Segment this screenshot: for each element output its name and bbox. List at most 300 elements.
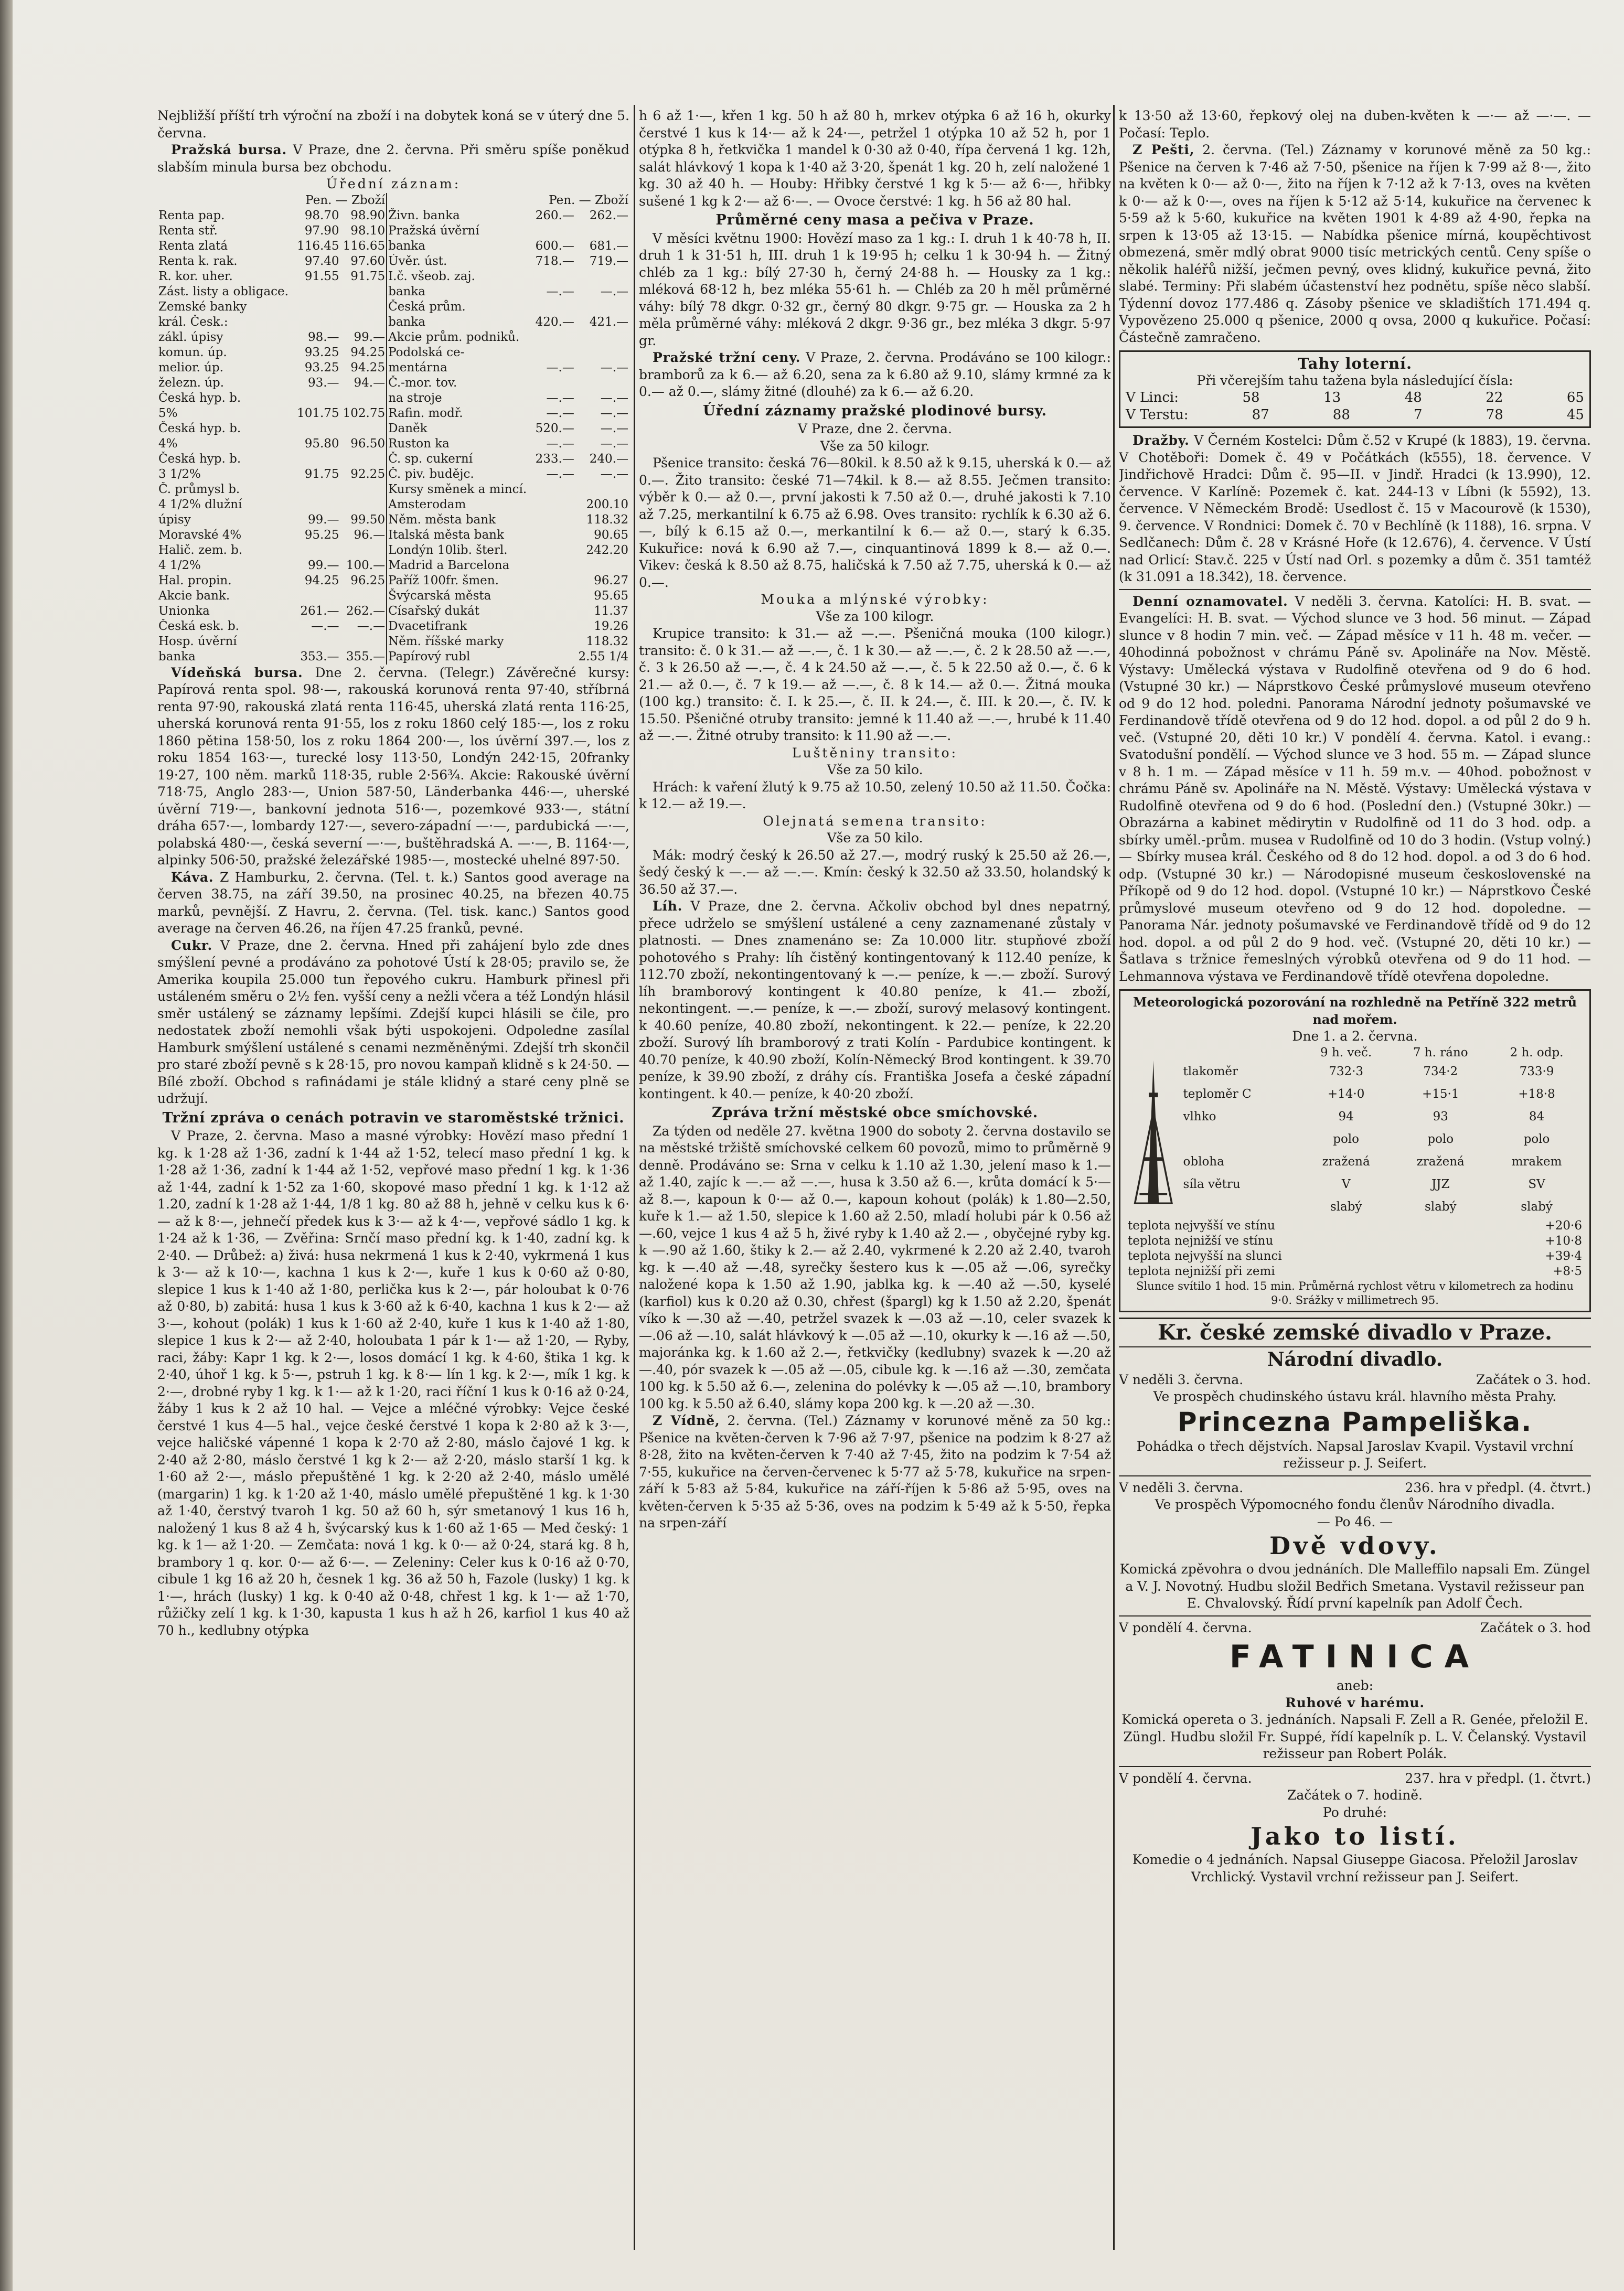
weather-extreme-label: teplota nejnižší při zemi — [1128, 1264, 1275, 1278]
weather-extremes — [1126, 1218, 1584, 1279]
quote-cell — [575, 223, 629, 239]
weather-value: 734·2 — [1423, 1064, 1458, 1078]
quote-cell: 97.60 — [350, 254, 386, 268]
show2-desc: Komická zpěvohra o dvou jednáních. Dle Malleffilo napsali Em. Züngel a V. J. Novotný. Hudbu složil Bedřich Smetana. Vystavil režisseur pan E. Chvalovský. Řídí první kapelník pan Adolf Čech. — [1119, 1561, 1590, 1611]
quote-cell: 91.75 — [304, 467, 339, 481]
quote-cell: 3 1/2% — [158, 467, 201, 481]
quote-cell — [533, 376, 575, 391]
quote-cell — [533, 604, 575, 619]
quote-cell: Podolská ce- — [387, 345, 533, 360]
quote-cell: Papírový rubl — [387, 649, 533, 665]
quote-cell: 94.25 — [304, 573, 339, 587]
quote-cell: zákl. úpisy — [158, 330, 223, 344]
quote-cell: Švýcarská města — [387, 588, 533, 604]
weather-row — [1181, 1106, 1584, 1128]
auctions-text: V Černém Kostelci: Dům č.52 v Krupé (k 1883), 19. června. V Chotěboři: Domek č. 49 v Počátkách (k555), 18. července. V Jindřichově Hradci: Dům č. 95—II. v Jindř. Hradci (k 13.990), 12. července. V Karlíně: Pozemek č. kat. 244-13 v Líbni (k 5592), 13. července. V Německém Brodě: Usedlost č. 15 v Macourově (k 1530), 9. července. V Rondnici: Domek č. 70 v Bechlíně (k 1188), 16. srpna. V Sedlčanech: Dům č. 28 v Krásné Hoře (k 12.676), 4. července. V Ústí nad Orlicí: Stav.č. 225 v Ústí nad Orl. s pozemky a dům č. 351 tamtéž (k 31.091 a 18.342), 18. července. — [1119, 433, 1591, 584]
quote-cell — [294, 452, 340, 467]
quote-row — [157, 436, 629, 452]
quote-row — [157, 208, 629, 223]
show3-time: Začátek o 3. hod — [1480, 1620, 1591, 1635]
quote-cell — [533, 497, 575, 512]
show1-desc: Pohádka o třech dějstvích. Napsal Jaroslav Kvapil. Vystavil vrchní režisseur p. J. Seifert. — [1136, 1438, 1574, 1471]
show4-seq: 237. hra v předpl. (1. čtvrt.) — [1405, 1770, 1591, 1786]
show4-meta — [1119, 1770, 1591, 1787]
weather-value: polo — [1427, 1132, 1454, 1146]
show1-meta — [1119, 1372, 1591, 1389]
quote-cell: 520.— — [535, 421, 574, 435]
quote-row — [157, 239, 629, 254]
weather-row — [1181, 1196, 1584, 1218]
quote-row — [157, 376, 629, 391]
quote-cell: Unionka — [158, 604, 210, 618]
sugar-report — [157, 937, 629, 1108]
produce-continued: h 6 až 1·—, křen 1 kg. 50 h až 80 h, mrkev otýpka 6 až 16 h, okurky čerstvé 1 kus k 14·— až k 24·—, petržel 1 otýpka 10 až 52 h, por 1 otýpka 8 h, řetkvička 1 mandel k 0·30 až 0·40, řípa červená 1 kg. 12h, salát hlávkový 1 kopa k 1·40 až 3·20, špenát 1 kg. 20 h, zelí naložené 1 kg. 30 až 40 h. — Houby: Hřibky čerstvé 1 kg k 5·— až 6·—, hřibky sušené 1 kg k 2·— až 6·—. — Ovoce čerstvé: 1 kg. h 56 až 80 hal. — [639, 108, 1111, 209]
quote-cell: Moravské 4% — [158, 528, 242, 542]
quote-cell — [294, 543, 340, 558]
show4-time: Začátek o 7. hodině. — [1287, 1787, 1423, 1803]
quote-cell: —.— — [600, 436, 628, 451]
weather-value: V — [1341, 1177, 1351, 1191]
quote-cell — [340, 315, 387, 330]
quote-cell: Amsterodam — [387, 497, 533, 512]
quote-cell: 94.25 — [350, 345, 386, 359]
quote-cell: 19.26 — [594, 619, 628, 633]
quote-cell — [533, 543, 575, 558]
quote-cell — [575, 345, 629, 360]
quote-cell: Renta zlatá — [158, 239, 228, 253]
quote-row — [157, 254, 629, 269]
show2-day: V neděli 3. června. — [1119, 1480, 1244, 1495]
quote-row — [157, 558, 629, 573]
quote-row — [157, 391, 629, 406]
lottery-number: 78 — [1486, 406, 1503, 423]
flour-unit: Vše za 100 kilogr. — [816, 608, 934, 624]
weather-row — [1181, 1128, 1584, 1151]
quote-row — [157, 543, 629, 558]
quote-row — [157, 619, 629, 634]
weather-row — [1181, 1083, 1584, 1106]
quote-cell: —.— — [546, 467, 574, 481]
weather-table — [1181, 1045, 1584, 1218]
lottery-heading: Tahy loterní. — [1297, 355, 1413, 372]
quote-row — [157, 573, 629, 588]
weather-value: mrakem — [1511, 1154, 1562, 1169]
quote-cell: Něm. města bank — [387, 512, 533, 528]
quote-cell: 116.45 — [297, 239, 339, 253]
weather-label — [1181, 1196, 1300, 1218]
show1-day: V neděli 3. června. — [1119, 1372, 1244, 1387]
weather-extreme-row — [1126, 1249, 1584, 1264]
weather-value: JJZ — [1431, 1177, 1450, 1191]
weather-label: síla větru — [1183, 1177, 1241, 1191]
lottery-number: 13 — [1323, 390, 1341, 405]
quote-row — [157, 223, 629, 239]
lottery-number: 7 — [1414, 406, 1423, 423]
quote-cell: —.— — [357, 619, 386, 633]
vienna-bourse — [157, 665, 629, 869]
weather-col-header: 7 h. ráno — [1413, 1045, 1468, 1059]
weather-extreme-value: +39·4 — [1545, 1249, 1582, 1263]
weather-footnote: Slunce svítilo 1 hod. 15 min. Průměrná rychlost větru v kilometrech za hodinu 9·0. Srážky v millimetrech 95. — [1136, 1279, 1574, 1307]
quote-cell — [533, 269, 575, 284]
quotes-header-right: Pen. — Zboží — [387, 193, 629, 208]
lottery-intro: Při včerejším tahu tažena byla následující čísla: — [1196, 372, 1513, 388]
quote-cell: 90.65 — [594, 528, 628, 542]
quote-cell: Česká hyp. b. — [158, 421, 241, 435]
pest-report — [1119, 142, 1591, 346]
quote-row — [157, 360, 629, 376]
lottery-number: 58 — [1242, 390, 1260, 405]
divider — [1119, 1475, 1591, 1476]
weather-row — [1181, 1061, 1584, 1083]
weather-value: 94 — [1338, 1109, 1354, 1123]
show3-desc: Komická opereta o 3. jednáních. Napsali F. Zell a R. Genée, přeložil E. Züngl. Hudbu složil Fr. Suppé, řídí kapelník p. L. V. Čelanský. Vystavil režisseur pan Robert Polák. — [1121, 1712, 1588, 1761]
quote-cell: —.— — [546, 360, 574, 374]
quote-cell — [575, 299, 629, 315]
prague-market-prices-text: V Praze, 2. června. Prodáváno se 100 kilogr.: bramborů za k 6.— až 6.20, sena za k 6.80 až 9.10, slámy krmné za k 0.— až 0.—, slámy žitné (dlouhé) za k 6.— až 6.20. — [639, 350, 1111, 399]
vienna-bourse-text: Dne 2. června. (Telegr.) Závěrečné kursy: Papírová renta spol. 98·—, rakouská korunová renta 97·40, stříbrná renta 97·90, rakouská zlatá renta 116·45, uherská zlatá renta 116·25, uherská korunová renta 91·55, los z roku 1860 celý 185·—, los z roku 1860 pětina 158·50, los z roku 1864 200·—, los úvěrní 397.—, los z roku 1854 163·—, turecké losy 113·50, Londýn 242·15, 20franky 19·27, 100 něm. marků 118·35, ruble 2·56¾. Akcie: Rakouské úvěrní 718·75, Anglo 283·—, Union 587·50, Länderbanka 446·—, uherské úvěrní 719·—, bankovní jednota 516·—, pozemkové 933·—, státní dráha 657·—, lombardy 127·—, severo-západní —·—, pardubická —·—, polabská 480·—, česká severní —·—, buštěhradská A. —·—, B. 1164·—, alpinky 506·50, pražské železářské 1985·—, mostecké uhelné 897·50. — [157, 665, 629, 868]
quote-cell: 101.75 — [297, 406, 339, 420]
quote-cell — [294, 634, 340, 649]
quote-cell: 118.32 — [586, 512, 628, 527]
official-record-heading: Úřední záznam: — [326, 176, 461, 191]
quote-cell: na stroje — [387, 391, 533, 406]
petrin-tower-icon — [1126, 1045, 1181, 1218]
lottery-row — [1126, 406, 1584, 424]
pest-text: 2. června. (Tel.) Záznamy v korunové měně za 50 kg.: Pšenice na červen k 7·46 až 7·50, pšenice na říjen k 7·99 až 8·—, žito na květen k 0·— až 0·—, žito na říjen k 7·12 až k 7·13, oves na květen k 0·— až k 0·—, oves na říjen k 5·12 až 5·14, kukuřice na červenec k 5·59 až k 5·60, kukuřice na květen 1901 k 4·89 až 4·90, řepka na srpen k 13·05 až 13·15. — Nabídka pšenice mírná, koupěchtivost obmezená, směr mdlý obrat 9000 tisíc metrických centů. Ceny spíše o několik haléřů nižší, ječmen pevný, oves klidný, kukuřice pevná, žito slabé. Terminy: Při slabém účastenství hez podnětu, spíše něco slabší. Týdenní dovoz 177.486 q. Zásoby pšenice ve skladištích 171.494 q. Vypovězeno 25.000 q pšenice, 2000 q ovsa, 2000 q kukuřice. Počasí: Částečně zamračeno. — [1119, 142, 1591, 345]
quote-cell — [533, 482, 575, 497]
quote-cell: melior. úp. — [158, 360, 223, 374]
quote-cell — [575, 376, 629, 391]
weather-extreme-row — [1126, 1264, 1584, 1279]
column-1 — [157, 108, 629, 2247]
quote-cell — [575, 330, 629, 345]
weather-label: vlhko — [1183, 1109, 1216, 1123]
quote-cell: 97.90 — [304, 223, 339, 238]
quote-cell: Č. sp. cukerní — [387, 452, 533, 467]
quote-cell: Akcie bank. — [158, 588, 230, 603]
quote-cell: I.č. všeob. zaj. — [387, 269, 533, 284]
quote-cell: 260.— — [535, 208, 574, 222]
weather-value: polo — [1333, 1132, 1360, 1146]
quote-row — [157, 345, 629, 360]
quote-cell: 99.— — [354, 330, 386, 344]
quote-cell: banka — [387, 284, 533, 299]
quote-cell: 718.— — [535, 254, 574, 268]
oilseeds-text: Mák: modrý český k 26.50 až 27.—, modrý ruský k 25.50 až 26.—, šedý český k —.— až —.—. Kmín: český k 32.50 až 33.50, holandský k 36.50 až 37.—. — [639, 847, 1111, 897]
quote-cell: železn. úp. — [158, 376, 225, 390]
weather-value: zražená — [1322, 1154, 1370, 1169]
legumes-text: Hrách: k vaření žlutý k 9.75 až 10.50, zelený 10.50 až 11.50. Čočka: k 12.— až 19.—. — [639, 779, 1111, 811]
quote-cell: 233.— — [535, 452, 574, 466]
show1-note: Ve prospěch chudinského ústavu král. hlavního města Prahy. — [1153, 1389, 1557, 1404]
quote-row — [157, 482, 629, 497]
quote-cell: 92.25 — [350, 467, 386, 481]
quote-cell — [575, 269, 629, 284]
show2-meta — [1119, 1480, 1591, 1497]
quote-cell — [340, 452, 387, 467]
smichov-market-heading: Zpráva tržní městské obce smíchovské. — [712, 1105, 1038, 1121]
quote-cell: 5% — [158, 406, 178, 420]
quote-cell: mentárna — [387, 360, 533, 376]
quote-cell: 99.— — [307, 512, 339, 527]
quote-cell — [533, 573, 575, 588]
quote-cell: 95.65 — [594, 588, 628, 603]
spirits-report — [639, 898, 1111, 1102]
quote-cell: R. kor. uher. — [158, 269, 233, 283]
quote-cell — [340, 421, 387, 436]
flour-heading: Mouka a mlýnské výrobky: — [761, 592, 989, 607]
quote-cell: Něm. říšské marky — [387, 634, 533, 649]
weather-box — [1119, 989, 1591, 1312]
lottery-number: 88 — [1332, 406, 1350, 423]
column-3 — [1119, 108, 1591, 2247]
daily-notices-heading: Denní oznamovatel. — [1132, 593, 1288, 609]
weather-heading: Meteorologická pozorování na rozhledně na Petříně 322 metrů nad mořem. — [1132, 994, 1577, 1027]
divider — [1119, 1766, 1591, 1767]
quote-cell: 262.— — [589, 208, 628, 222]
quote-cell: 420.— — [535, 315, 574, 329]
quote-cell: 91.75 — [350, 269, 386, 283]
quote-cell: banka — [387, 315, 533, 330]
quote-row — [157, 528, 629, 543]
quote-cell: Zást. listy a obligace. — [158, 284, 289, 298]
quote-row — [157, 269, 629, 284]
average-prices-text: V měsíci květnu 1900: Hovězí maso za 1 kg.: I. druh 1 k 40·78 h, II. druh 1 k 31·51 h, III. druh 1 k 19·95 h; celku 1 k 30·94 h. — Žitný chléb za 1 kg.: bílý 27·30 h, černý 24·88 h. — Housky za 1 kg.: mléková 68·12 h, bez mléka 55·61 h. — Chléb za 20 h měl průměrné váhy: bílý 78 dkgr. 0·32 gr., černý 80 dkgr. 9·75 gr. — Houska za 2 h měla průměrné váhy: mléková 2 dkgr. 9·36 gr., bez mléka 3 dkgr. 5·97 gr. — [639, 230, 1111, 348]
quote-cell — [294, 391, 340, 406]
weather-extreme-value: +8·5 — [1553, 1264, 1582, 1278]
weather-value: slabý — [1330, 1200, 1362, 1214]
quote-row — [157, 284, 629, 299]
legumes-unit: Vše za 50 kilo. — [827, 762, 923, 777]
sugar-heading: Cukr. — [171, 937, 212, 953]
quote-cell — [294, 284, 340, 299]
daily-notices — [1119, 593, 1591, 986]
quote-cell: 98.— — [307, 330, 339, 344]
quote-cell: 240.— — [589, 452, 628, 466]
quote-cell: —.— — [546, 391, 574, 405]
weather-value: slabý — [1424, 1200, 1457, 1214]
market-hall-text: V Praze, 2. června. Maso a masné výrobky: Hovězí maso přední 1 kg. k 1·28 až 1·36, zadní k 1·44 až 1·52, telecí maso přední 1 kg. k 1·28 až 1·36, zadní k 1·44 až 1·52, vepřové maso přední 1 kg. k 1·36 až 1·44, zadní k 1·52 za 1·60, skopové maso přední 1 kg. k 1·12 až 1.20, zadní k 1·28 až 1·44, 1/8 1 kg. 80 až 88 h, jehně v celku kus k 6·— až k 8·—, jehnečí předek kus k 3·— až k 4·—, vepřové sádlo 1 kg. k 1·24 až k 1·36, — Zvěřina: Srnčí maso přední kg. k 1·40, zadní kg. k 2·40. — Drůbež: a) živá: husa nekrmená 1 kus k 2·40, vykrmená 1 kus k 3·— až k 10·—, kachna 1 kus k 2·—, kuře 1 kus k 0·60 až 0·80, slepice 1 kus k 1·40 až 1·80, perlička kus k 2·—, pár holoubat k 0·76 až 0·80, b) zabitá: husa 1 kus k 3·60 až k 6·40, kachna 1 kus k 2·— až 3·—, kohout (polák) 1 kus k 1·60 až 2·40, kuře 1 kus k 1·40 až 1·80, slepice 1 kus k 2·— až 2·40, holoubata 1 pár k 1·— až 1·20, — Ryby, raci, žáby: Kapr 1 kg. k 2·—, losos domácí 1 kg. k 4·60, štika 1 kg. k 2·40, úhoř 1 kg. k 5·—, pstruh 1 kg. k 8·— lín 1 kg. k 2·—, mík 1 kg. k 2·—, drobné ryby 1 kg. k 1·— až k 1·20, raci říční 1 kus k 0·16 až 0·24, žáby 1 kus k 2 až 10 hal. — Vejce a mléčné výrobky: Vejce české čerstvé 1 kus 4—5 hal., vejce české čerstvé 1 kopa k 2·80 až k 3·—, vejce haličské vápenné 1 kopa k 2·70 až 2·80, máslo čajové 1 kg. k 2·40 až 2·80, máslo čerstvé 1 kg k 2·— až 2·20, máslo starší 1 kg. k 1·60 až 2·—, máslo přepuštěné 1 kg. k 2·20 až 2·40, máslo umělé (margarin) 1 kg. k 1·20 až 1·40, máslo umělé přepuštěné 1 kg. k 1·30 až 1·40, čerstvý tvaroh 1 kg. 50 až 60 h, sýr smetanový 1 kus 16 h, naložený 1 kus 8 až 4 h, švýcarský kus k 1·60 až 1·65 — Med český: 1 kg. k 1— až 1·20. — Zemčata: nová 1 kg. k 0·— až 0·24, stará kg. 8 h, brambory 1 q. kor. 0·— až 6·—. — Zeleniny: Celer kus k 0·16 až 0·70, cibule 1 kg 16 až 20 h, česnek 1 kg. 36 až 50 h, Fazole (lusky) 1 kg. k 1·—, hrách (lusky) 1 kg. k 0·40 až 0·48, chřest 1 kg. k 1·— až 1·70, růžičky zelí 1 kg. k 1·30, kapusta 1 kus h až h 26, karfiol 1 kus 40 až 70 h., kedlubny otýpka — [157, 1128, 629, 1638]
quote-cell: 262.— — [346, 604, 386, 618]
quote-cell: —.— — [311, 619, 339, 633]
quote-cell: Paříž 100fr. šmen. — [387, 573, 533, 588]
weather-label: teploměr C — [1183, 1087, 1252, 1101]
quote-cell: 100.— — [346, 558, 386, 572]
show4-title: Jako to listí. — [1251, 1822, 1459, 1850]
quote-cell: 98.70 — [304, 208, 339, 222]
quote-cell — [533, 330, 575, 345]
quote-cell: Dvacetifrank — [387, 619, 533, 634]
prague-bourse — [157, 142, 629, 176]
lottery-box — [1119, 350, 1591, 428]
quote-cell: Pražská úvěrní — [387, 223, 533, 239]
quote-cell: 95.25 — [304, 528, 339, 542]
quote-cell: 4 1/2% — [158, 558, 201, 572]
prague-bourse-text: V Praze, dne 2. června. Při směru spíše poněkud slabším minula bursa bez obchodu. — [157, 142, 629, 175]
quote-row — [157, 634, 629, 649]
lottery-number: 45 — [1566, 406, 1584, 423]
quote-cell: 242.20 — [586, 543, 628, 557]
quote-cell: 95.80 — [304, 436, 339, 451]
quote-cell — [533, 345, 575, 360]
quote-cell — [533, 588, 575, 604]
weather-value: slabý — [1521, 1200, 1553, 1214]
quote-cell: 93.25 — [304, 360, 339, 374]
quote-cell — [340, 588, 387, 604]
quote-cell: 98.90 — [350, 208, 386, 222]
quote-cell — [340, 634, 387, 649]
weather-label: tlakoměr — [1183, 1064, 1238, 1078]
daily-notices-text: V neděli 3. června. Katolíci: H. B. svat. — Evangelíci: H. B. svat. — Východ slunce ve 3 hod. 56 minut. — Západ slunce v 8 hodin 7 min. več. — Západ měsíce v 11 h. 48 m. večer. — 40hodinná pobožnost v chrámu Páně sv. Apolináře na Nov. Městě. Výstavy: Umělecká výstava v Rudolfině otevřena od 9 do 6 hod. (Vstupné 30 kr.) — Náprstkovo České průmyslové museum otevřeno od 9 do 12 hod. poledni. Panorama Národní jednoty pošumavské ve Ferdinandově třídě otevřena od 9 do 12 hod. dopol. a od půl 2 do 9 h. več. (Vstupné 20, děti 10 kr.) V pondělí 4. června. Katol. i evang.: Svatodušní pondělí. — Východ slunce ve 3 hod. 55 m. — Západ slunce v 8 h. 1 m. — Západ měsíce v 11 h. 59 m.v. — 40hod. pobožnost v chrámu Páně sv. Apolináře na N. Městě. Výstavy: Umělecká výstava v Rudolfině otevřena od 9 do 6 hod. (Poslední den.) (Vstupné 30kr.) — Obrazárna a kabinet mědirytin v Rudolfině od 11 do 3 hod. odp. a sbírky uměl.-prům. musea v Rudolfině od 10 do 3 hodin. (Vstup volný.) — Sbírky musea král. Českého od 8 do 12 hod. dopol. a od 3 do 6 hod. odp. (Vstupné 30 kr.) — Národopisné museum československé na Příkopě od 9 do 12 hod. dopol. (Vstupné 10 kr.) — Náprstkovo České průmyslové museum otevřeno od 9 do 12 hod. dopoledne. — Panorama Nár. jednoty pošumavské ve Ferdinandově třídě od 9 do 12 hod. dopol. a od půl 2 do 9 hod. več. (Vstupné 20, děti 10 kr.) — Šatlava s tržnice řemeslných výrobků otevřena od 9 do 11 hod. — Lehmannova výstava ve Ferdinandově třídě otevřena dopoledne. — [1119, 593, 1591, 984]
column-2 — [639, 108, 1111, 2247]
quote-cell: Ruston ka — [387, 436, 533, 452]
weather-extreme-row — [1126, 1234, 1584, 1249]
quote-cell: Živn. banka — [387, 208, 533, 223]
weather-label: obloha — [1183, 1154, 1224, 1169]
weather-date: Dne 1. a 2. června. — [1292, 1029, 1418, 1044]
quote-row — [157, 330, 629, 345]
quote-cell: —.— — [600, 406, 628, 420]
quote-cell: 681.— — [589, 239, 628, 253]
quote-row — [157, 604, 629, 619]
quote-cell: Č. piv. budějc. — [387, 467, 533, 482]
coffee-text: Z Hamburku, 2. června. (Tel. t. k.) Santos good average na červen 38.75, na září 39.50, na prosinec 40.25, na březen 40.75 marků, pevnější. Z Havru, 2. června. (Tel. tisk. kanc.) Santos good average na červen 46.26, na říjen 47.25 franků, pevné. — [157, 869, 629, 936]
quotes-header-row — [157, 193, 629, 208]
quote-cell — [294, 588, 340, 604]
quote-cell — [533, 619, 575, 634]
prague-market-prices — [639, 349, 1111, 401]
show2-pre: — Po 46. — — [1317, 1514, 1393, 1529]
quote-cell: Madrid a Barcelona — [387, 558, 533, 573]
quote-cell — [340, 299, 387, 315]
quote-cell: banka — [387, 239, 533, 254]
lottery-results — [1126, 389, 1584, 423]
vienna-grain-text: 2. června. (Tel.) Záznamy v korunové měně za 50 kg.: Pšenice na květen-červen k 7·96 až 7·97, pšenice na podzim k 8·27 až 8·28, žito na květen-červen k 7·40 až 7·45, žito na podzim k 7·54 až 7·55, kukuřice na červen-červenec k 5·77 až 5·78, kukuřice na srpen-září k 5·83 až 5·84, kukuřice na září-říjen k 5·86 až 5·95, oves na květen-červen k 5·35 až 5·36, oves na podzim k 5·49 až k 5·50, řepka na srpen-září — [639, 1413, 1111, 1530]
quote-cell: Halič. zem. b. — [158, 543, 243, 557]
quote-cell: 93.— — [307, 376, 339, 390]
quote-cell — [533, 223, 575, 239]
quote-cell: 719.— — [589, 254, 628, 268]
quote-cell: 118.32 — [586, 634, 628, 648]
show2-title: Dvě vdovy. — [1269, 1532, 1440, 1560]
show3-meta — [1119, 1620, 1591, 1637]
show3-subtitle: Ruhové v harému. — [1285, 1695, 1425, 1710]
quote-cell: banka — [158, 649, 196, 663]
quote-cell — [533, 649, 575, 665]
quote-cell: Česká esk. b. — [158, 619, 239, 633]
weather-col-header: 9 h. več. — [1320, 1045, 1372, 1059]
lottery-number: 87 — [1252, 406, 1269, 423]
show3-aneb: aneb: — [1336, 1678, 1374, 1693]
weather-value: +18·8 — [1518, 1087, 1555, 1101]
quote-cell: 91.55 — [304, 269, 339, 283]
lottery-city: V Linci: — [1126, 390, 1179, 405]
weather-col-header: 2 h. odp. — [1510, 1045, 1564, 1059]
show4-desc: Komedie o 4 jednáních. Napsal Giuseppe Giacosa. Přeložil Jaroslav Vrchlický. Vystavil vrchní režisseur pan J. Seifert. — [1132, 1852, 1578, 1885]
page-edge-shadow — [0, 0, 13, 2291]
quote-cell — [340, 497, 387, 512]
coffee-report — [157, 869, 629, 937]
quote-cell: 96.27 — [594, 573, 628, 587]
quote-cell — [575, 558, 629, 573]
quote-cell: —.— — [600, 391, 628, 405]
quote-cell: 93.25 — [304, 345, 339, 359]
quote-cell: Česká prům. — [387, 299, 533, 315]
divider — [1119, 1615, 1591, 1616]
quote-cell: Renta k. rak. — [158, 254, 238, 268]
quote-row — [157, 512, 629, 528]
quote-cell: —.— — [600, 284, 628, 298]
quote-cell: 4 1/2% dlužní — [158, 497, 242, 511]
weather-value: 733·9 — [1519, 1064, 1554, 1078]
vienna-grain-report — [639, 1412, 1111, 1532]
quote-cell — [294, 299, 340, 315]
quote-cell: komun. úp. — [158, 345, 227, 359]
quote-cell: 96.— — [354, 528, 386, 542]
quote-cell — [340, 543, 387, 558]
coffee-heading: Káva. — [171, 869, 214, 885]
show2-note: Ve prospěch Výpomocného fondu členův Národního divadla. — [1155, 1497, 1555, 1512]
weather-extreme-value: +20·6 — [1545, 1218, 1582, 1233]
quote-row — [157, 649, 629, 665]
show3-day: V pondělí 4. června. — [1119, 1620, 1252, 1635]
produce-bourse-heading: Úřední záznamy pražské plodinové bursy. — [703, 402, 1047, 419]
show4-pre: Po druhé: — [1322, 1804, 1387, 1820]
average-prices-heading: Průměrné ceny masa a pečiva v Praze. — [715, 212, 1034, 228]
weather-extreme-label: teplota nejvyšší ve stínu — [1128, 1218, 1275, 1233]
quote-cell: 600.— — [535, 239, 574, 253]
quote-cell — [575, 482, 629, 497]
quote-cell: 116.65 — [343, 239, 386, 253]
quote-cell: úpisy — [158, 512, 191, 527]
quote-cell — [533, 512, 575, 528]
quote-cell: 98.10 — [350, 223, 386, 238]
market-intro: Nejbližší příští trh výroční na zboží i na dobytek koná se v úterý dne 5. června. — [157, 108, 629, 141]
lottery-number: 48 — [1404, 390, 1422, 405]
quote-cell — [340, 284, 387, 299]
legumes-heading: Luštěniny transito: — [792, 745, 958, 761]
quote-cell — [533, 528, 575, 543]
quote-cell: 261.— — [300, 604, 339, 618]
lottery-row — [1126, 389, 1584, 406]
column-rule-2 — [1113, 105, 1115, 2250]
bourse-quotes-table — [157, 193, 629, 665]
weather-extreme-label: teplota nejvyšší na slunci — [1128, 1249, 1282, 1263]
divider — [1119, 589, 1591, 590]
quote-cell: 94.— — [354, 376, 386, 390]
quote-cell: —.— — [546, 284, 574, 298]
quote-row — [157, 497, 629, 512]
weather-value: polo — [1523, 1132, 1550, 1146]
quote-cell: Hosp. úvěrní — [158, 634, 237, 648]
quote-cell: —.— — [546, 436, 574, 451]
quote-cell: 4% — [158, 436, 178, 451]
quote-cell: Česká hyp. b. — [158, 452, 241, 466]
quote-cell: Úvěr. úst. — [387, 254, 533, 269]
quote-cell: král. Česk.: — [158, 315, 228, 329]
quote-cell: 421.— — [589, 315, 628, 329]
pest-heading: Z Pešti, — [1132, 142, 1195, 157]
quote-cell — [294, 315, 340, 330]
spirits-text: V Praze, dne 2. června. Ačkoliv obchod byl dnes nepatrný, přece udrželo se smýšlení ustálené a ceny zaznamenané zůstaly v platnosti. — Dnes znamenáno se: Za 10.000 litr. stupňové zboží pohotového s Prahy: líh čistěný kontingentovaný k 112.40 peníze, k 112.70 zboží, nekontingentovaný k —.— peníze, k —.— zboží. Surový líh bramborový kontingent k 40.80 peníze, k 41.— zboží, nekontingent. —.— peníze, k —.— zboží, surový melasový kontingent. k 40.60 peníze, 40.80 zboží, nekontingent. k 22.— peníze, k 22.20 zboží. Surový líh bramborový z trati Kolín - Pardubice kontingent. k 40.70 peníze, k 40.90 zboží, Kolín-Německý Brod kontingent. k 39.70 peníze, k 39.90 zboží, z dráhy cís. Františka Josefa a české západní kontingent. k 40.— peníze, k 40·20 zboží. — [639, 898, 1111, 1101]
quote-cell — [533, 299, 575, 315]
weather-value: +15·1 — [1422, 1087, 1459, 1101]
quote-cell: 102.75 — [343, 406, 386, 420]
weather-extreme-label: teplota nejnižší ve stínu — [1128, 1234, 1274, 1248]
lottery-city: V Terstu: — [1126, 406, 1189, 423]
auctions — [1119, 432, 1591, 586]
